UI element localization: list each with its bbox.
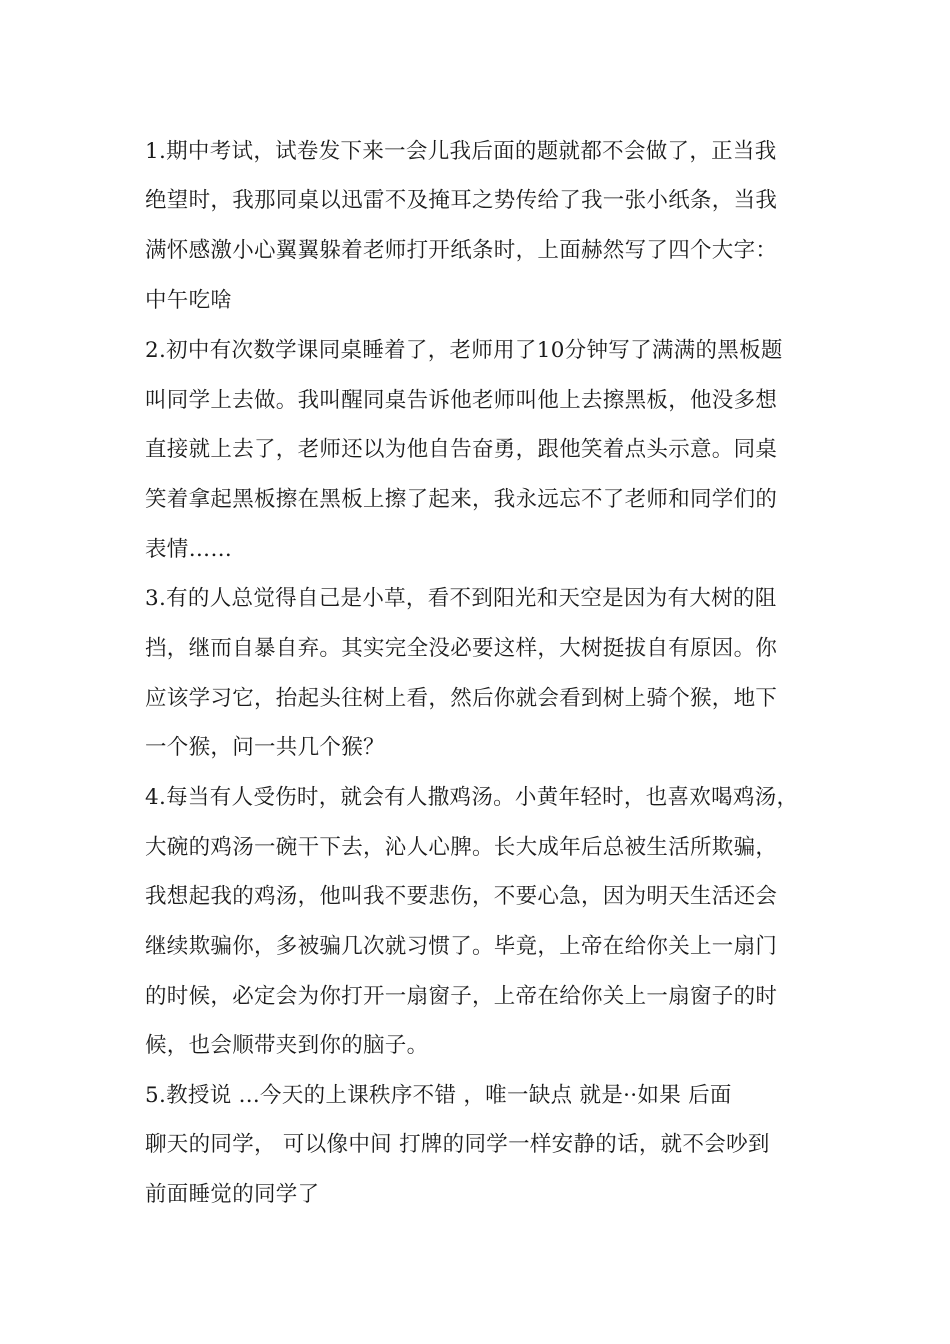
text-line: 直接就上去了，老师还以为他自告奋勇，跟他笑着点头示意。同桌 (145, 437, 778, 462)
text-line: 大碗的鸡汤一碗干下去，沁人心脾。长大成年后总被生活所欺骗， (145, 835, 778, 860)
text-line: 4.每当有人受伤时，就会有人撒鸡汤。小黄年轻时，也喜欢喝鸡汤， (145, 785, 799, 810)
text-line: 叫同学上去做。我叫醒同桌告诉他老师叫他上去擦黑板，他没多想 (145, 388, 778, 413)
text-line: 中午吃啥 (145, 288, 233, 313)
text-line: 满怀感激小心翼翼躲着老师打开纸条时，上面赫然写了四个大字： (145, 238, 778, 263)
text-line: 挡，继而自暴自弃。其实完全没必要这样，大树挺拔自有原因。你 (145, 636, 778, 661)
text-line: 聊天的同学， 可以像中间 打牌的同学一样安静的话，就不会吵到 (145, 1132, 770, 1157)
text-line: 候，也会顺带夹到你的脑子。 (145, 1033, 429, 1058)
text-line: 一个猴，问一共几个猴？ (145, 735, 385, 760)
text-line: 表情…… (145, 537, 233, 562)
text-line: 我想起我的鸡汤，他叫我不要悲伤，不要心急，因为明天生活还会 (145, 884, 778, 909)
text-line: 继续欺骗你，多被骗几次就习惯了。毕竟，上帝在给你关上一扇门 (145, 934, 778, 959)
text-line: 1.期中考试，试卷发下来一会儿我后面的题就都不会做了，正当我 (145, 139, 777, 164)
text-line: 应该学习它，抬起头往树上看，然后你就会看到树上骑个猴，地下 (145, 686, 778, 711)
text-line: 绝望时，我那同桌以迅雷不及掩耳之势传给了我一张小纸条，当我 (145, 188, 778, 213)
text-line: 前面睡觉的同学了 (145, 1182, 320, 1207)
text-line: 3.有的人总觉得自己是小草，看不到阳光和天空是因为有大树的阻 (145, 586, 777, 611)
text-line: 笑着拿起黑板擦在黑板上擦了起来，我永远忘不了老师和同学们的 (145, 487, 778, 512)
text-line: 的时候，必定会为你打开一扇窗子，上帝在给你关上一扇窗子的时 (145, 984, 778, 1009)
text-line: 2.初中有次数学课同桌睡着了，老师用了10分钟写了满满的黑板题 (145, 338, 783, 363)
text-line: 5.教授说 ...今天的上课秩序不错 ，唯一缺点 就是··如果 后面 (145, 1083, 732, 1108)
